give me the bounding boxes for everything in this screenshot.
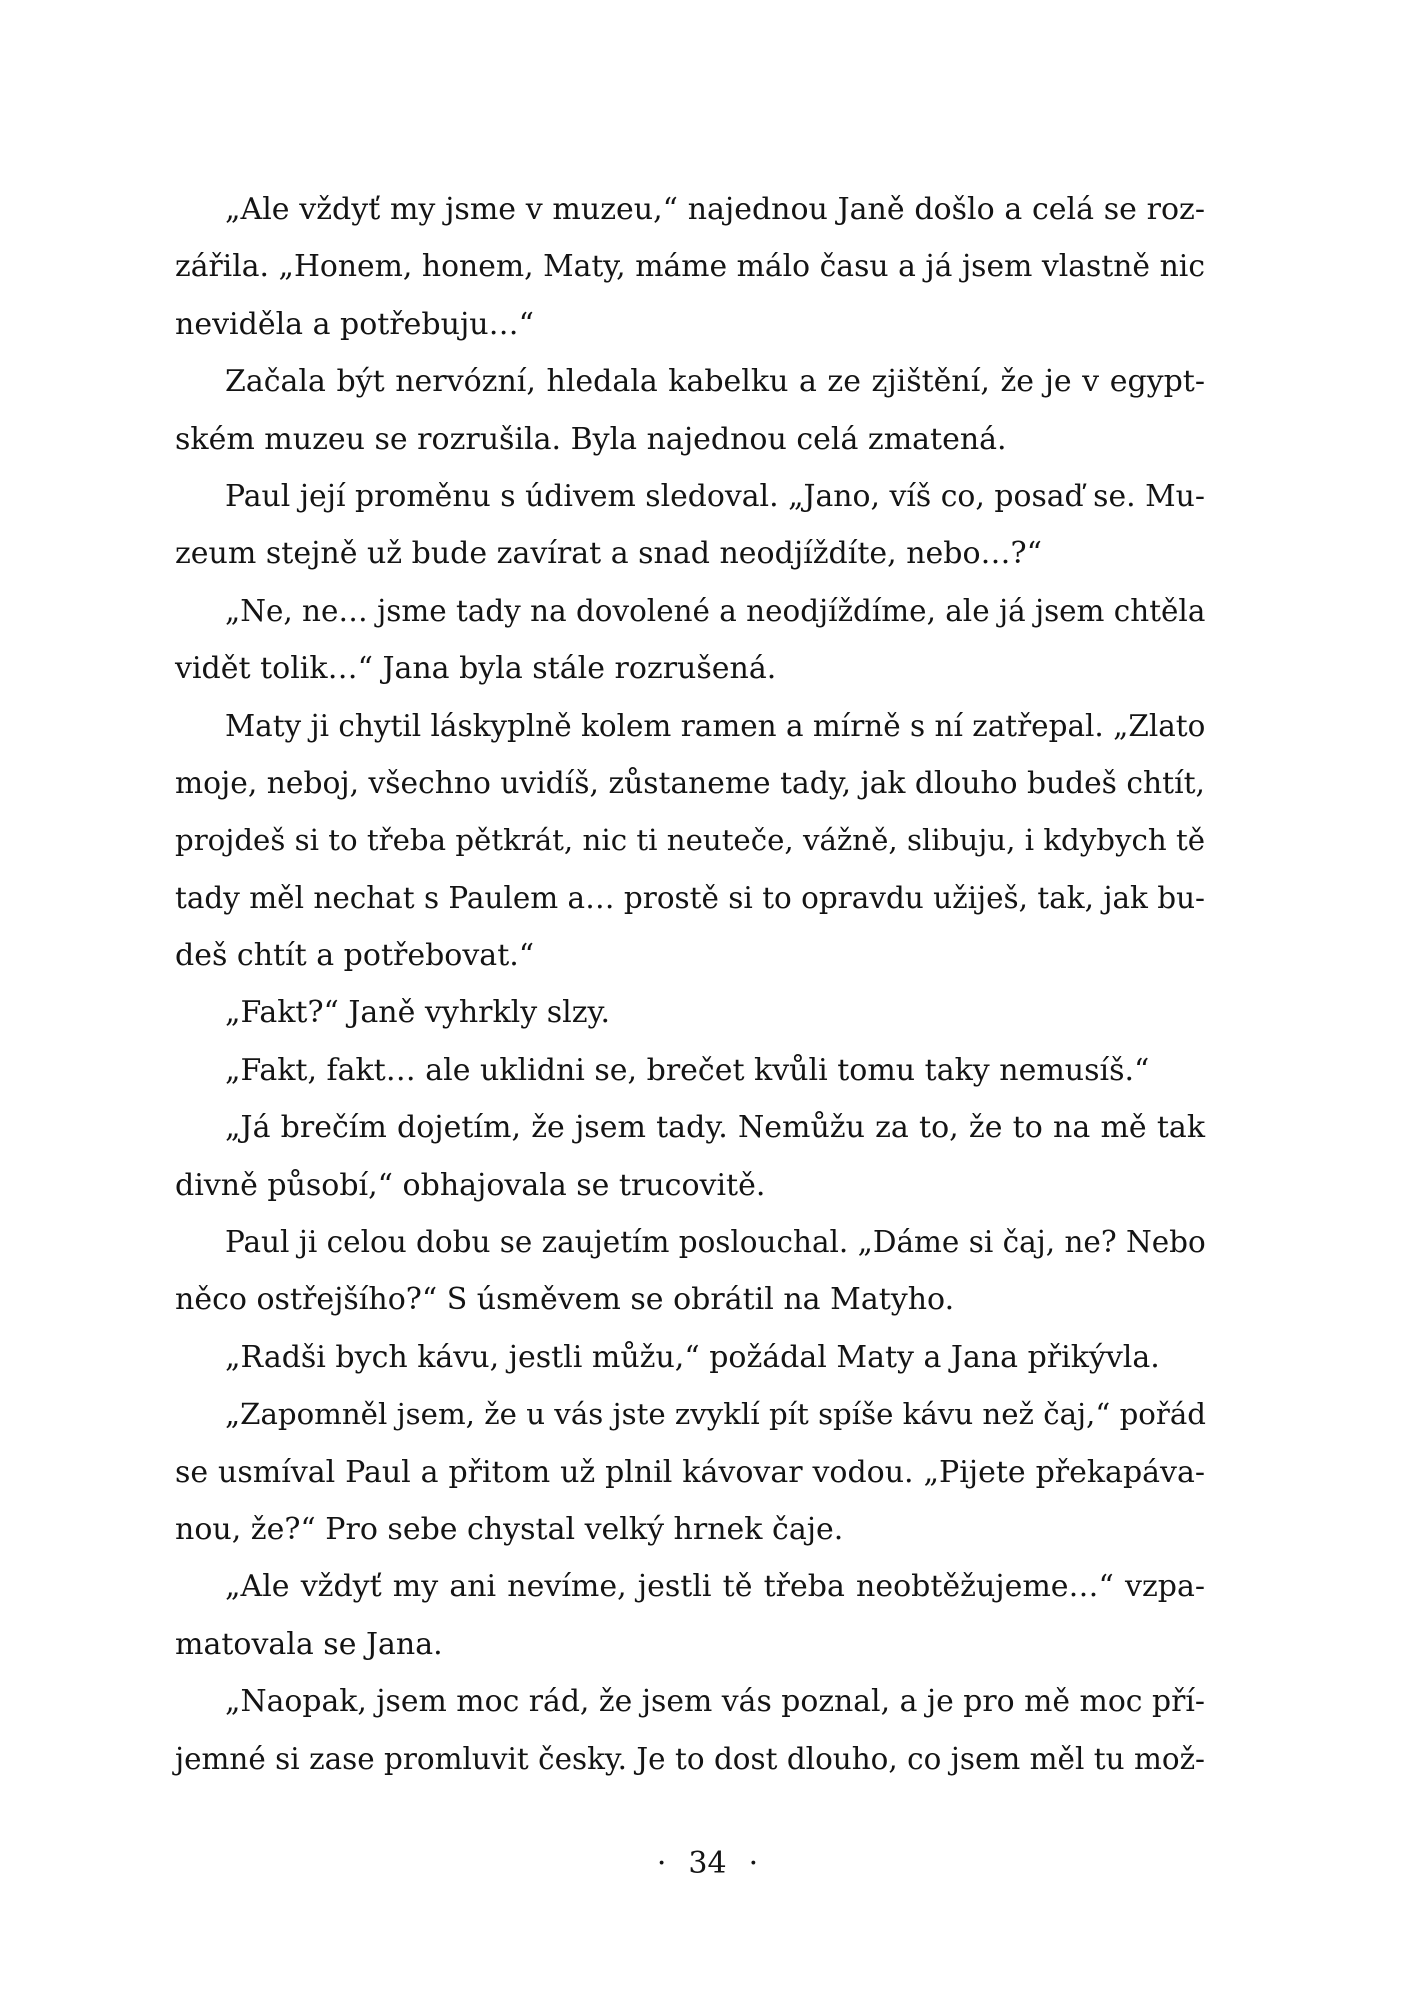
folio-dot-right: · xyxy=(748,1846,759,1881)
text-line: „Ne, ne… jsme tady na dovolené a neodjíždíme, ale já jsem chtěla xyxy=(225,593,1206,628)
text-line: se usmíval Paul a přitom už plnil kávovar vodou. „Pijete překapáva- xyxy=(175,1454,1205,1490)
text-line: „Fakt, fakt… ale uklidni se, brečet kvůli tomu taky nemusíš.“ xyxy=(225,1052,1150,1088)
text-line: „Fakt?“ Janě vyhrkly slzy. xyxy=(225,995,611,1031)
text-line: Začala být nervózní, hledala kabelku a ze zjištění, že je v egypt- xyxy=(225,364,1205,400)
text-line: projdeš si to třeba pětkrát, nic ti neuteče, vážně, slibuju, i kdybych tě xyxy=(175,823,1205,858)
text-line: tady měl nechat s Paulem a… prostě si to opravdu užiješ, tak, jak bu- xyxy=(175,880,1205,915)
text-line: divně působí,“ obhajovala se trucovitě. xyxy=(175,1167,766,1203)
text-line: „Naopak, jsem moc rád, že jsem vás poznal, a je pro mě moc pří- xyxy=(225,1684,1205,1720)
folio-number: 34 xyxy=(688,1846,727,1881)
body-text xyxy=(175,181,1205,1788)
text-line: „Ale vždyť my jsme v muzeu,“ najednou Janě došlo a celá se roz- xyxy=(225,192,1205,227)
text-line: matovala se Jana. xyxy=(175,1626,443,1662)
text-line: zářila. „Honem, honem, Maty, máme málo času a já jsem vlastně nic xyxy=(175,249,1205,285)
text-line: „Zapomněl jsem, že u vás jste zvyklí pít spíše kávu než čaj,“ pořád xyxy=(225,1397,1206,1432)
text-line: „Ale vždyť my ani nevíme, jestli tě třeba neobtěžujeme…“ vzpa- xyxy=(225,1569,1205,1605)
text-line: moje, neboj, všechno uvidíš, zůstaneme tady, jak dlouho budeš chtít, xyxy=(175,765,1205,801)
text-line: Paul ji celou dobu se zaujetím poslouchal. „Dáme si čaj, ne? Nebo xyxy=(225,1225,1206,1260)
text-line: „Radši bych kávu, jestli můžu,“ požádal Maty a Jana přikývla. xyxy=(225,1339,1160,1375)
text-line: nou, že?“ Pro sebe chystal velký hrnek čaje. xyxy=(175,1511,844,1547)
text-line: neviděla a potřebuju…“ xyxy=(175,306,534,342)
text-line: jemné si zase promluvit česky. Je to dost dlouho, co jsem měl tu mož- xyxy=(175,1741,1205,1776)
page-number xyxy=(0,1846,1415,1881)
text-line: něco ostřejšího?“ S úsměvem se obrátil na Matyho. xyxy=(175,1282,955,1318)
text-line: vidět tolik…“ Jana byla stále rozrušená. xyxy=(175,651,777,687)
text-line: Paul její proměnu s údivem sledoval. „Jano, víš co, posaď se. Mu- xyxy=(225,478,1205,514)
text-line: „Já brečím dojetím, že jsem tady. Nemůžu za to, že to na mě tak xyxy=(225,1110,1205,1146)
text-line: deš chtít a potřebovat.“ xyxy=(175,938,535,974)
folio-dot-left: · xyxy=(656,1846,667,1881)
text-line: Maty ji chytil láskyplně kolem ramen a mírně s ní zatřepal. „Zlato xyxy=(225,708,1206,743)
text-line: ském muzeu se rozrušila. Byla najednou celá zmatená. xyxy=(175,421,1007,457)
text-line: zeum stejně už bude zavírat a snad neodjíždíte, nebo…?“ xyxy=(175,536,1042,572)
